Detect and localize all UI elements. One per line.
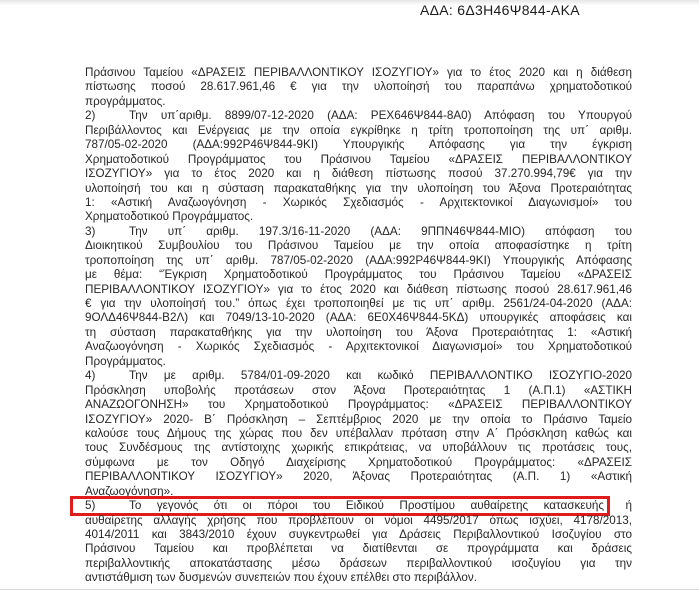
text-line: Πράσινου Ταμείου «ΔΡΑΣΕΙΣ ΠΕΡΙΒΑΛΛΟΝΤΙΚΟΥ ΙΣΟΖΥΓΙΟΥ» για το έτος 2020 και η διάθεση [85,66,632,79]
list-number: 4) [85,369,96,383]
text-line: με θέμα: “Έγκριση Χρηματοδοτικού Προγράμματος του Πράσινου Ταμείου «ΔΡΑΣΕΙΣ [85,268,632,282]
list-number: 3) [85,224,96,238]
text-line: 1: «Αστική Αναζωογόνηση - Χωρικός Σχεδιασμός - Αρχιτεκτονικοί Διαγωνισμοί» του [85,195,632,209]
text-line: ΙΣΟΖΥΓΙΟΥ» για το έτος 2020 και η διάθεση πίστωσης ποσού 37.270.994,79€ για την [85,167,632,181]
text-line: 4) Την με αριθμ. 5784/01-09-2020 και κωδικό ΠΕΡΙΒΑΛΛΟΝΤΙΚΟ ΙΣΟΖΥΓΙΟ-2020 [85,369,632,383]
text-line: σύμφωνα με τον Οδηγό Διαχείρισης Χρηματοδοτικού Προγράμματος: «ΔΡΑΣΕΙΣ [85,455,632,469]
paragraph [85,109,632,225]
text-line: ΠΕΡΙΒΑΛΛΟΝΤΙΚΟΥ ΙΣΟΖΥΓΙΟΥ» για το έτος 2020 και διάθεση πίστωσης ποσού 28.617.961,46 [85,282,632,296]
text-line: αντιστάθμιση των δυσμενών συνεπειών που έχουν επέλθει στο περιβάλλον. [85,571,477,585]
text-line: υλοποίησή του και η σύσταση παρακαταθήκης για την υλοποίηση του Άξονα Προτεραιότητας [85,181,632,195]
text-line: Περιβάλλοντος και Ενέργειας με την οποία εγκρίθηκε η τρίτη τροποποίηση της υπ΄ αριθμ. [85,123,632,137]
text-line: πίστωσης ποσού 28.617.961,46 € για την υλοποίησή του παραπάνω χρηματοδοτικού [85,80,632,94]
text-line: περιβαλλοντικής αποκατάστασης μέσω δράσεων περιβαλλοντικού ισοζυγίου για την [85,556,632,570]
list-number: 2) [85,109,96,123]
text-line: Πρόσκληση υποβολής προτάσεων στον Άξονα Προτεραιότητας 1 (Α.Π.1) «ΑΣΤΙΚΗ [85,383,632,397]
paragraph [85,225,632,369]
text-line: καλούσε τους Δήμους της χώρας που δεν υπέβαλλαν πρόταση στην Α΄ Πρόσκληση καθώς και [85,426,632,440]
text-line: τροποποίηση της υπ΄ αριθμ. 787/05-02-2020 (ΑΔΑ:992Ρ46Ψ844-9ΚΙ) Υπουργικής Απόφασης [85,253,632,267]
text-line: τους Συνδέσμους της αντίστοιχης χωρικής επικράτειας, να υποβάλλουν τις προτάσεις τους, [85,441,632,455]
document-body [85,66,632,586]
paragraph [85,499,632,586]
text-line: Διοικητικού Συμβουλίου του Πράσινου Ταμείου με την οποία αποφασίστηκε η τρίτη [85,239,632,253]
text-line: Πράσινου Ταμείου και προβλέπεται να διατίθενται σε προγράμματα και δράσεις [85,542,632,556]
page-top-shadow [0,0,699,5]
text-line: 3) Την υπ΄ αριθμ. 197.3/16-11-2020 (ΑΔΑ: 9ΠΠΝ46Ψ844-ΜΙΟ) απόφαση του [85,224,632,238]
text-line: ΙΣΟΖΥΓΙΟΥ» 2020- Β΄ Πρόσκληση – Σεπτέμβριος 2020 με την οποία το Πράσινο Ταμείο [85,412,632,426]
text-line: αυθαίρετης αλλαγής χρήσης που προβλέπουν οι νόμοι 4495/2017 όπως ισχύει, 4178/2013, [85,513,632,527]
text-line: Χρηματοδοτικού Προγράμματος του Πράσινου Ταμείου «ΔΡΑΣΕΙΣ ΠΕΡΙΒΑΛΛΟΝΤΙΚΟΥ [85,152,632,166]
list-number: 5) [85,499,96,513]
text-line: ΑΝΑΖΩΟΓΟΝΗΣΗ» του Χρηματοδοτικού Προγράμματος: «ΔΡΑΣΕΙΣ ΠΕΡΙΒΑΛΛΟΝΤΙΚΟΥ [85,398,632,412]
text-line: Χρηματοδοτικού Προγράμματος. [85,210,254,224]
text-line: € για την υλοποίησή του.” όπως έχει τροποποιηθεί με τις υπ΄ αριθμ. 2561/24-04-2020 (ΑΔΑ: [85,297,632,310]
paragraph [85,369,632,499]
text-line: Αναζωογόνηση - Χωρικός Σχεδιασμός - Αρχιτεκτονικοί Διαγωνισμοί» του Χρηματοδοτικού [85,340,632,354]
ada-code: ΑΔΑ: 6Δ3Η46Ψ844-ΑΚΑ [420,2,580,18]
text-line: ΠΕΡΙΒΑΛΛΟΝΤΙΚΟΥ ΙΣΟΖΥΓΙΟΥ» 2020, Άξονας Προτεραιότητας (Α.Π. 1) «Αστική [85,470,632,484]
text-line: προγράμματος. [85,94,166,108]
page-bottom-edge [0,589,699,590]
text-line: 5) Το γεγονός ότι οι πόροι του Ειδικού Προστίμου αυθαίρετης κατασκευής ή [85,499,632,513]
text-line: Προγράμματος. [85,354,166,368]
text-line: 2) Την υπ΄αριθμ. 8899/07-12-2020 (ΑΔΑ: ΡΕΧ646Ψ844-8Α0) Απόφαση του Υπουργού [85,109,632,123]
text-line: 4014/2011 και 3843/2010 έχουν συγκεντρωθεί για Δράσεις Περιβαλλοντικού Ισοζυγίου στο [85,528,632,541]
text-line: 787/05-02-2020 (ΑΔΑ:992Ρ46Ψ844-9ΚΙ) Υπουργικής Απόφασης για την έγκριση [85,138,632,152]
paragraph [85,66,632,109]
text-line: 9ΟΛΔ46Ψ844-Β2Λ) και 7049/13-10-2020 (ΑΔΑ: 6Ε0Χ46Ψ844-5ΚΔ) υπουργικές αποφάσεις και [85,311,632,325]
highlight-box: 5) Το γεγονός ότι οι πόροι του Ειδικού Προστίμου αυθαίρετης κατασκευής [70,496,610,516]
text-line: τη σύσταση παρακαταθήκης για την υλοποίηση του Άξονα Προτεραιότητας 1: «Αστική [85,325,632,339]
text-line: Αναζωογόνηση». [85,484,174,498]
